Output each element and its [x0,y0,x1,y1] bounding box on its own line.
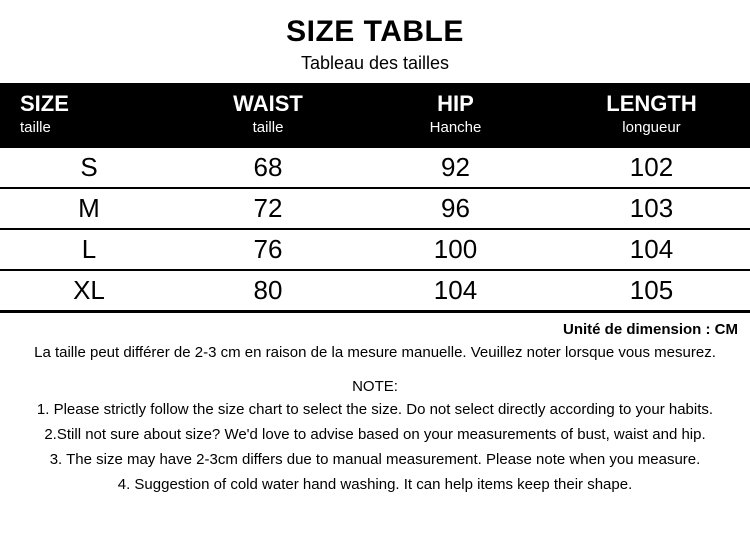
table-row [0,270,750,312]
title-block [0,0,750,75]
cell-size: L [0,229,178,270]
measurement-disclaimer-fr: La taille peut différer de 2-3 cm en raison de la mesure manuelle. Veuillez noter lorsque vous mesurez. [34,344,716,361]
column-header-waist [178,83,358,148]
page-subtitle: Tableau des tailles [300,53,450,73]
cell-length: 102 [553,148,750,188]
table-body [0,148,750,312]
note-item: 3. The size may have 2-3cm differs due to manual measurement. Please note when you measure. [49,451,701,468]
table-row [0,148,750,188]
column-header-size-fr: taille [20,119,51,136]
column-header-hip-fr: Hanche [429,119,482,136]
cell-hip: 100 [358,229,553,270]
page-title: SIZE TABLE [286,15,464,48]
cell-hip: 104 [358,270,553,312]
table-row [0,229,750,270]
cell-waist: 68 [178,148,358,188]
column-header-hip [358,83,553,148]
cell-hip: 96 [358,188,553,229]
cell-size: XL [0,270,178,312]
note-item: 4. Suggestion of cold water hand washing. It can help items keep their shape. [117,476,633,493]
table-header-row [0,83,750,148]
cell-length: 104 [553,229,750,270]
cell-size: S [0,148,178,188]
note-item: 1. Please strictly follow the size chart to select the size. Do not select directly according to your habits. [36,401,714,418]
unit-label: Unité de dimension : CM [562,321,738,338]
column-header-waist-en: WAIST [233,91,303,116]
column-header-length-fr: longueur [622,119,681,136]
column-header-size [0,83,178,148]
cell-length: 105 [553,270,750,312]
notes-heading: NOTE: [352,378,398,395]
note-item: 2.Still not sure about size? We'd love to advise based on your measurements of bust, waist and hip. [44,426,706,443]
cell-waist: 72 [178,188,358,229]
column-header-hip-en: HIP [437,91,474,116]
cell-size: M [0,188,178,229]
table-row [0,188,750,229]
cell-hip: 92 [358,148,553,188]
column-header-length-en: LENGTH [606,91,697,116]
column-header-length [553,83,750,148]
column-header-waist-fr: taille [252,119,284,136]
cell-length: 103 [553,188,750,229]
column-header-size-en: SIZE [20,91,69,116]
cell-waist: 76 [178,229,358,270]
size-table [0,83,750,313]
cell-waist: 80 [178,270,358,312]
table-header [0,83,750,148]
